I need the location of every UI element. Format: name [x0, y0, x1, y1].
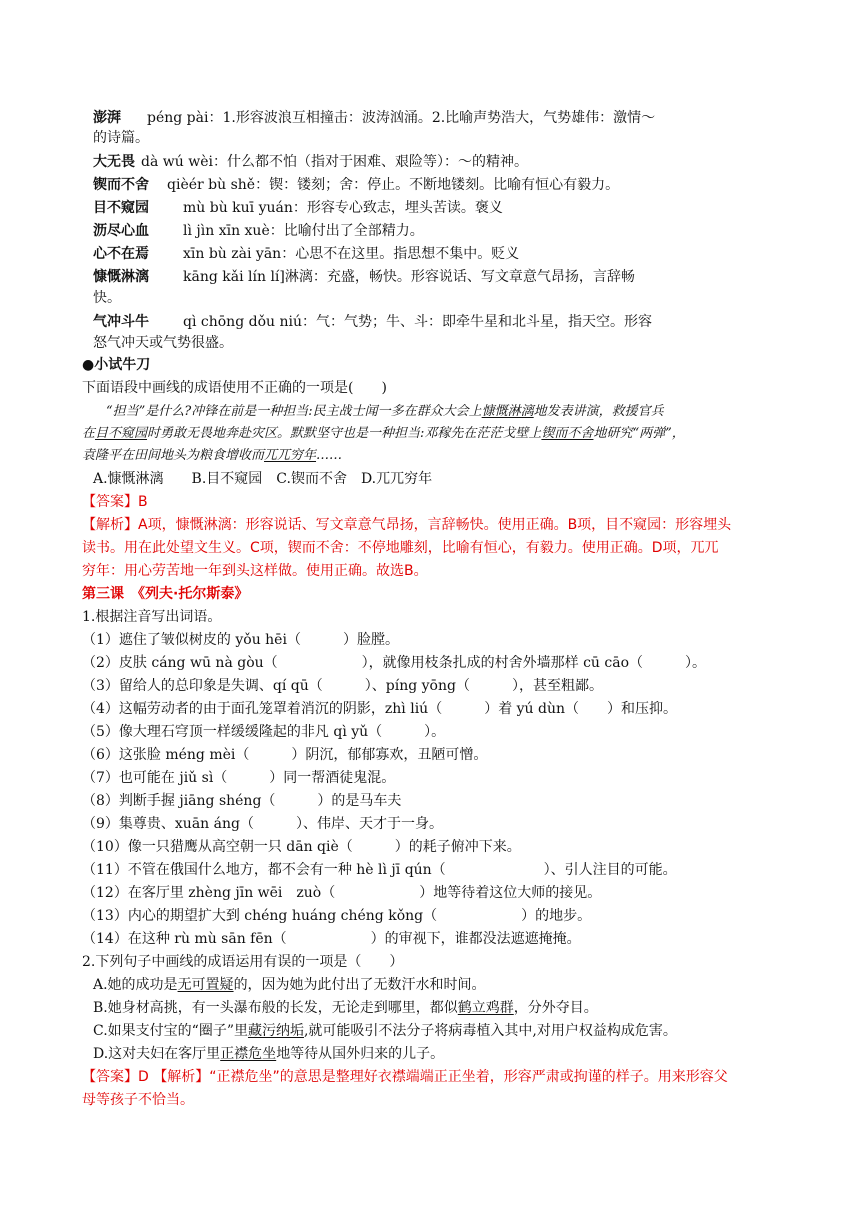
passage-text: …… — [316, 448, 343, 463]
vocab-entry — [93, 152, 528, 172]
practice-analysis: 读书。用在此处望文生义。C项，锲而不舍：不停地雕刻，比喻有恒心，有毅力。使用正确。D项，兀兀 — [82, 540, 719, 556]
vocab-entry — [93, 175, 619, 195]
practice-passage-line — [106, 402, 664, 422]
vocab-definition: ：锲：镂刻；舍：停止。不断地镂刻。比喻有恒心有毅力。 — [255, 177, 620, 193]
vocab-term: 锲而不舍 — [93, 177, 149, 193]
underlined-idiom: 慷慨淋漓 — [481, 404, 534, 419]
vocab-pinyin: mù bù kuī yuán — [183, 200, 293, 216]
vocab-definition: ：1.形容波浪互相撞击：波涛汹涌。2.比喻声势浩大，气势雄伟：激情～ — [208, 110, 656, 126]
vocab-entry — [93, 244, 519, 264]
underlined-idiom: 藏污纳垢 — [247, 1023, 304, 1039]
option-text: A.她的成功是 — [93, 977, 178, 993]
vocab-entry — [93, 267, 635, 287]
underlined-idiom: 鹤立鸡群 — [457, 1000, 514, 1016]
vocab-pinyin: dà wú wèi — [141, 154, 213, 170]
vocab-pinyin: lì jìn xīn xuè — [183, 223, 270, 239]
passage-text: 地发表讲演，救援官兵 — [533, 404, 664, 419]
lesson-title: 第三课 《列夫·托尔斯泰》 — [82, 586, 249, 602]
vocab-entry — [93, 198, 503, 218]
option-text: C.如果支付宝的“圈子”里 — [93, 1023, 248, 1039]
practice-options: A.慷慨淋漓 B.目不窥园 C.锲而不舍 D.兀兀穷年 — [93, 471, 433, 487]
underlined-idiom: 无可置疑 — [177, 977, 234, 993]
option-text: ，分外夺目。 — [513, 1000, 598, 1016]
fill-item: （14）在这种 rù mù sān fēn（ ）的审视下，谁都没法遮遮掩掩。 — [82, 931, 581, 947]
vocab-pinyin: péng pài — [147, 110, 209, 126]
vocab-definition: ]淋漓：充盛，畅快。形容说话、写文章意气昂扬，言辞畅 — [279, 269, 635, 285]
question-heading: 2.下列句子中画线的成语运用有误的一项是（ ） — [82, 954, 404, 970]
fill-item: （2）皮肤 cáng wū nà gòu（ ），就像用枝条扎成的村舍外墙那样 cū cāo（ ）。 — [82, 655, 707, 671]
fill-item: （13）内心的期望扩大到 chéng huáng chéng kǒng（ ）的地步。 — [82, 908, 592, 924]
practice-question: 下面语段中画线的成语使用不正确的一项是( ) — [82, 380, 387, 396]
vocab-definition: ：比喻付出了全部精力。 — [269, 223, 424, 239]
fill-item: （6）这张脸 méng mèi（ ）阴沉，郁郁寡欢，丑陋可憎。 — [82, 747, 488, 763]
passage-text: 时勇敢无畏地奔赴灾区。默默坚守也是一种担当:邓稼先在茫茫戈壁上 — [147, 426, 542, 441]
choice-option — [93, 975, 486, 995]
passage-text: 地研究“两弹”， — [593, 426, 685, 441]
vocab-definition: ：什么都不怕（指对于困难、艰险等）：～的精神。 — [212, 154, 528, 170]
choice-option — [93, 1044, 444, 1064]
vocab-term: 沥尽心血 — [93, 223, 149, 239]
option-text: 地等待从国外归来的儿子。 — [276, 1046, 445, 1062]
underlined-idiom: 兀兀穷年 — [264, 448, 317, 463]
underlined-idiom: 目不窥园 — [95, 426, 148, 441]
vocab-definition: ：形容专心致志，埋头苦读。褒义 — [292, 200, 503, 216]
practice-passage-line — [82, 424, 685, 444]
vocab-term: 澎湃 — [93, 110, 121, 126]
practice-analysis: 穷年：用心劳苦地一年到头这样做。使用正确。故选B。 — [82, 563, 428, 579]
fill-item: （5）像大理石穹顶一样缓缓隆起的非凡 qì yǔ（ ）。 — [82, 724, 446, 740]
underlined-idiom: 锲而不舍 — [541, 426, 594, 441]
choice-option — [93, 1021, 677, 1041]
vocab-definition: ：气：气势；牛、斗：即牵牛星和北斗星，指天空。形容 — [301, 314, 652, 330]
vocab-pinyin: qì chōng dǒu niú — [183, 314, 302, 330]
fill-item: （9）集尊贵、xuān áng（ ）、伟岸、天才于一身。 — [82, 816, 443, 832]
practice-answer: 【答案】B — [82, 494, 148, 510]
vocab-term: 目不窥园 — [93, 200, 149, 216]
fill-item: （3）留给人的总印象是失调、qí qū（ ）、píng yōng（ ），甚至粗鄙。 — [82, 678, 603, 694]
fill-item: （8）判断手握 jiāng shéng（ ）的是马车夫 — [82, 793, 402, 809]
choice-option — [93, 998, 598, 1018]
fill-item: （12）在客厅里 zhèng jīn wēi zuò（ ）地等待着这位大师的接见。 — [82, 885, 602, 901]
vocab-definition-continued: 的诗篇。 — [93, 130, 149, 146]
fill-item: （4）这幅劳动者的由于面孔笼罩着消沉的阴影，zhì liú（ ）着 yú dùn（ ）和压抑。 — [82, 701, 678, 717]
vocab-term: 慷慨淋漓 — [93, 269, 149, 285]
option-text: D.这对夫妇在客厅里 — [93, 1046, 221, 1062]
vocab-pinyin: xīn bù zài yān — [183, 246, 282, 262]
passage-text: “担当”是什么?冲锋在前是一种担当:民主战士闻一多在群众大会上 — [106, 404, 482, 419]
passage-text: 在 — [82, 426, 96, 441]
vocab-pinyin: qièér bù shě — [167, 177, 256, 193]
practice-passage-line — [82, 446, 342, 466]
vocab-entry — [93, 221, 424, 241]
vocab-term: 大无畏 — [93, 154, 135, 170]
fill-item: （1）遮住了皱似树皮的 yǒu hēi（ ）脸膛。 — [82, 632, 399, 648]
vocab-definition-continued: 快。 — [93, 290, 121, 306]
fill-item: （10）像一只猎鹰从高空朝一只 dān qiè（ ）的耗子俯冲下来。 — [82, 839, 521, 855]
vocab-entry — [93, 108, 655, 128]
option-text: ,就可能吸引不法分子将病毒植入其中,对用户权益构成危害。 — [303, 1023, 677, 1039]
vocab-pinyin: kāng kǎi lín lí — [183, 269, 280, 285]
passage-text: 袁隆平在田间地头为粮食增收而 — [82, 448, 265, 463]
practice-analysis: 【解析】A项，慷慨淋漓：形容说话、写文章意气昂扬，言辞畅快。使用正确。B项，目不窥园：形容埋头 — [82, 517, 732, 533]
option-text: B.她身材高挑，有一头瀑布般的长发，无论走到哪里，都似 — [93, 1000, 458, 1016]
vocab-definition: ：心思不在这里。指思想不集中。贬义 — [281, 246, 520, 262]
option-text: 的，因为她为此付出了无数汗水和时间。 — [233, 977, 486, 993]
fill-item: （11）不管在俄国什么地方，都不会有一种 hè lì jī qún（ ）、引人注目的可能。 — [82, 862, 677, 878]
vocab-term: 心不在焉 — [93, 246, 149, 262]
fill-item: （7）也可能在 jiǔ sì（ ）同一帮酒徒鬼混。 — [82, 770, 396, 786]
answer-analysis: 【答案】D 【解析】“正襟危坐”的意思是整理好衣襟端端正正坐着，形容严肃或拘谨的样子。用来形容父 — [82, 1069, 728, 1085]
vocab-entry — [93, 312, 652, 332]
vocab-term: 气冲斗牛 — [93, 314, 149, 330]
underlined-idiom: 正襟危坐 — [220, 1046, 277, 1062]
vocab-definition-continued: 怒气冲天或气势很盛。 — [93, 335, 233, 351]
practice-heading: ●小试牛刀 — [82, 357, 151, 373]
question-heading: 1.根据注音写出词语。 — [82, 609, 222, 625]
answer-analysis: 母等孩子不恰当。 — [82, 1092, 194, 1108]
